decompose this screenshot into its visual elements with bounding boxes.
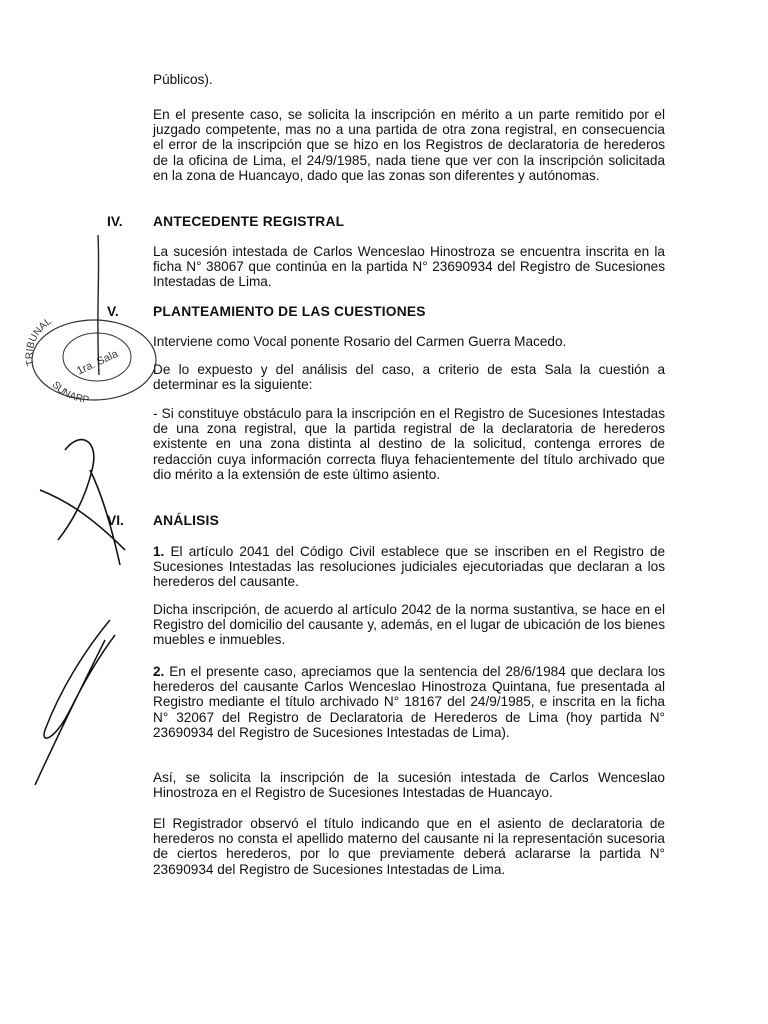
paragraph-antecedente: La sucesión intestada de Carlos Wenceslao Hinostroza se encuentra inscrita en la ficha N° 38067 que continúa en la partida N° 23690934 del Registro de Sucesiones Intestadas de Lima.: [153, 244, 665, 290]
item-number: 1.: [153, 544, 165, 559]
section-title-analisis: ANÁLISIS: [153, 513, 219, 528]
margin-line: [90, 235, 110, 375]
paragraph-cuestion: De lo expuesto y del análisis del caso, a criterio de esta Sala la cuestión a determinar es la siguiente:: [153, 362, 665, 393]
section-number-iv: IV.: [107, 214, 123, 229]
section-number-vi: VI.: [107, 513, 124, 528]
section-number-v: V.: [107, 304, 119, 319]
paragraph-vocal-ponente: Interviene como Vocal ponente Rosario del Carmen Guerra Macedo.: [153, 334, 567, 349]
signature-mark-2: [15, 600, 125, 800]
paragraph-obstaculo: - Si constituye obstáculo para la inscripción en el Registro de Sucesiones Intestadas de una zona registral, que la partida registral de la declaratoria de herederos existente en una zona distinta al destino de la solicitud, contenga errores de redacción cuya información correcta fluya fehacientemente del título archivado que dio mérito a la extensión de este último asiento.: [153, 406, 665, 482]
item-number: 2.: [153, 664, 165, 679]
item-text: El artículo 2041 del Código Civil establece que se inscriben en el Registro de Sucesiones Intestadas las resoluciones judiciales ejecutoriadas que declaran a los herederos del causante.: [153, 544, 666, 590]
signature-mark: [30, 430, 140, 570]
paragraph-registrador: El Registrador observó el título indicando que en el asiento de declaratoria de herederos no consta el apellido materno del causante ni la representación sucesoria de ciertos herederos, por lo que previamente deberá aclararse la partida N° 23690934 del Registro de Sucesiones Intestadas de Lima.: [153, 816, 665, 877]
paragraph-articulo-2042: Dicha inscripción, de acuerdo al artículo 2042 de la norma sustantiva, se hace en el Registro del domicilio del causante y, además, en el lugar de ubicación de los bienes muebles e inmuebles.: [153, 602, 665, 648]
section-title-antecedente: ANTECEDENTE REGISTRAL: [153, 214, 345, 229]
section-title-planteamiento: PLANTEAMIENTO DE LAS CUESTIONES: [153, 304, 426, 319]
paragraph-sentencia: [153, 664, 665, 740]
paragraph-presente-caso: En el presente caso, se solicita la inscripción en mérito a un parte remitido por el juzgado competente, mas no a una partida de otra zona registral, en consecuencia el error de la inscripción que se hizo en los Registros de declaratoria de herederos de la oficina de Lima, el 24/9/1985, nada tiene que ver con la inscripción solicitada en la zona de Huancayo, dado que las zonas son diferentes y autónomas.: [153, 107, 665, 183]
item-text: En el presente caso, apreciamos que la sentencia del 28/6/1984 que declara los herederos del causante Carlos Wenceslao Hinostroza Quintana, fue presentada al Registro mediante el título archivado N° 18167 del 24/9/1985, e inscrita en la ficha N° 32067 del Registro de Declaratoria de Herederos de Lima (hoy partida N° 23690934 del Registro de Sucesiones Intestadas de Lima).: [153, 664, 665, 740]
paragraph-solicitud: Así, se solicita la inscripción de la sucesión intestada de Carlos Wenceslao Hinostroza en el Registro de Sucesiones Intestadas de Huancayo.: [153, 770, 665, 801]
paragraph-articulo-2041: [153, 544, 665, 590]
stamp-arc-top: TRIBUNAL: [24, 316, 54, 367]
stamp-arc-bottom: SUNARP: [49, 379, 90, 405]
stamp-center-text: 1ra. Sala: [75, 348, 121, 378]
tribunal-stamp: [12, 305, 162, 405]
paragraph-continuation: Públicos).: [153, 72, 213, 87]
